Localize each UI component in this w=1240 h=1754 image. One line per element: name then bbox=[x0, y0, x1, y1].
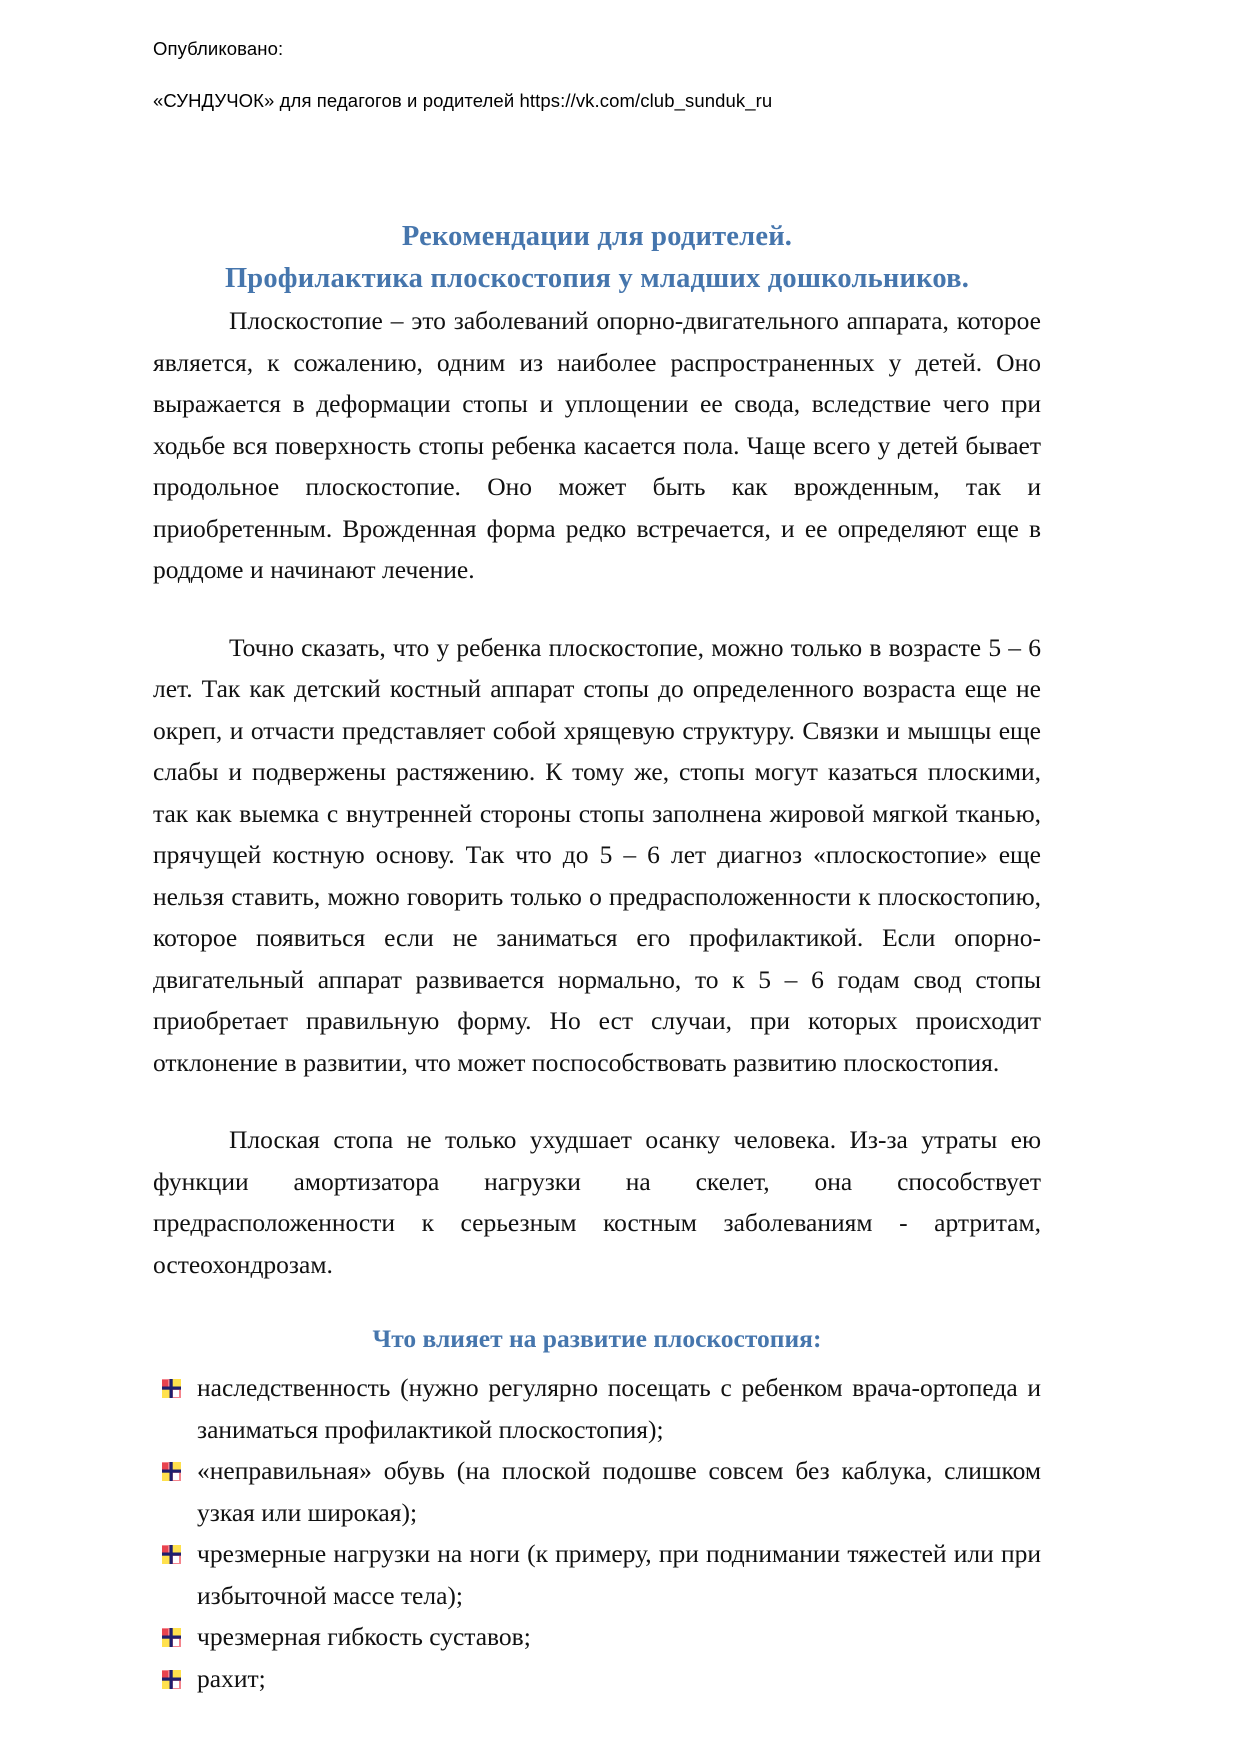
publication-header bbox=[153, 36, 1093, 113]
list-item-label: «неправильная» обувь (на плоской подошве совсем без каблука, слишком узкая или широкая); bbox=[197, 1456, 1041, 1527]
list-item bbox=[153, 1616, 1041, 1658]
paragraph-3: Плоская стопа не только ухудшает осанку человека. Из-за утраты ею функции амортизатора нагрузки на скелет, она способствует предрасположенности к серьезным костным заболеваниям - артритам, остеохондрозам. bbox=[153, 1125, 1041, 1279]
factors-list bbox=[153, 1367, 1041, 1699]
pinwheel-cross-bullet-icon bbox=[162, 1670, 181, 1689]
page-title-line2: Профилактика плоскостопия у младших дошкольников. bbox=[224, 263, 970, 294]
pinwheel-cross-bullet-icon bbox=[162, 1462, 181, 1481]
list-item bbox=[153, 1450, 1041, 1533]
list-item-label: чрезмерная гибкость суставов; bbox=[197, 1622, 531, 1651]
document-body bbox=[153, 216, 1041, 1699]
publication-source: «СУНДУЧОК» для педагогов и родителей https://vk.com/club_sunduk_ru bbox=[153, 90, 773, 111]
pinwheel-cross-bullet-icon bbox=[162, 1628, 181, 1647]
list-item-label: наследственность (нужно регулярно посещать с ребенком врача-ортопеда и заниматься профилактикой плоскостопия); bbox=[197, 1373, 1041, 1444]
paragraph-2: Точно сказать, что у ребенка плоскостопие, можно только в возрасте 5 – 6 лет. Так как детский костный аппарат стопы до определенного возраста еще не окреп, и отчасти представляет собой хрящевую структуру. Связки и мышцы еще слабы и подвержены растяжению. К тому же, стопы могут казаться плоскими, так как выемка с внутренней стороны стопы заполнена жировой мягкой тканью, прячущей костную основу. Так что до 5 – 6 лет диагноз «плоскостопие» еще нельзя ставить, можно говорить только о предрасположенности к плоскостопию, которое появиться если не заниматься его профилактикой. Если опорно-двигательный аппарат развивается нормально, то к 5 – 6 годам свод стопы приобретает правильную форму. Но ест случаи, при которых происходит отклонение в развитии, что может поспособствовать развитию плоскостопия. bbox=[153, 632, 1041, 1077]
section-heading-factors: Что влияет на развитие плоскостопия: bbox=[372, 1324, 822, 1353]
list-item-label: рахит; bbox=[197, 1663, 266, 1693]
published-label: Опубликовано: bbox=[153, 38, 284, 59]
page-title-line1: Рекомендации для родителей. bbox=[401, 221, 793, 252]
list-item bbox=[153, 1533, 1041, 1616]
list-item bbox=[153, 1367, 1041, 1450]
paragraph-1: Плоскостопие – это заболеваний опорно-двигательного аппарата, которое является, к сожалению, одним из наиболее распространенных у детей. Оно выражается в деформации стопы и уплощении ее свода, вследствие чего при ходьбе вся поверхность стопы ребенка касается пола. Чаще всего у детей бывает продольное плоскостопие. Оно может быть как врожденным, так и приобретенным. Врожденная форма редко встречается, и ее определяют еще в роддоме и начинают лечение. bbox=[153, 306, 1041, 584]
list-item-label: чрезмерные нагрузки на ноги (к примеру, при поднимании тяжестей или при избыточной массе тела); bbox=[197, 1539, 1041, 1610]
pinwheel-cross-bullet-icon bbox=[162, 1379, 181, 1398]
pinwheel-cross-bullet-icon bbox=[162, 1545, 181, 1564]
list-item bbox=[153, 1658, 1041, 1700]
